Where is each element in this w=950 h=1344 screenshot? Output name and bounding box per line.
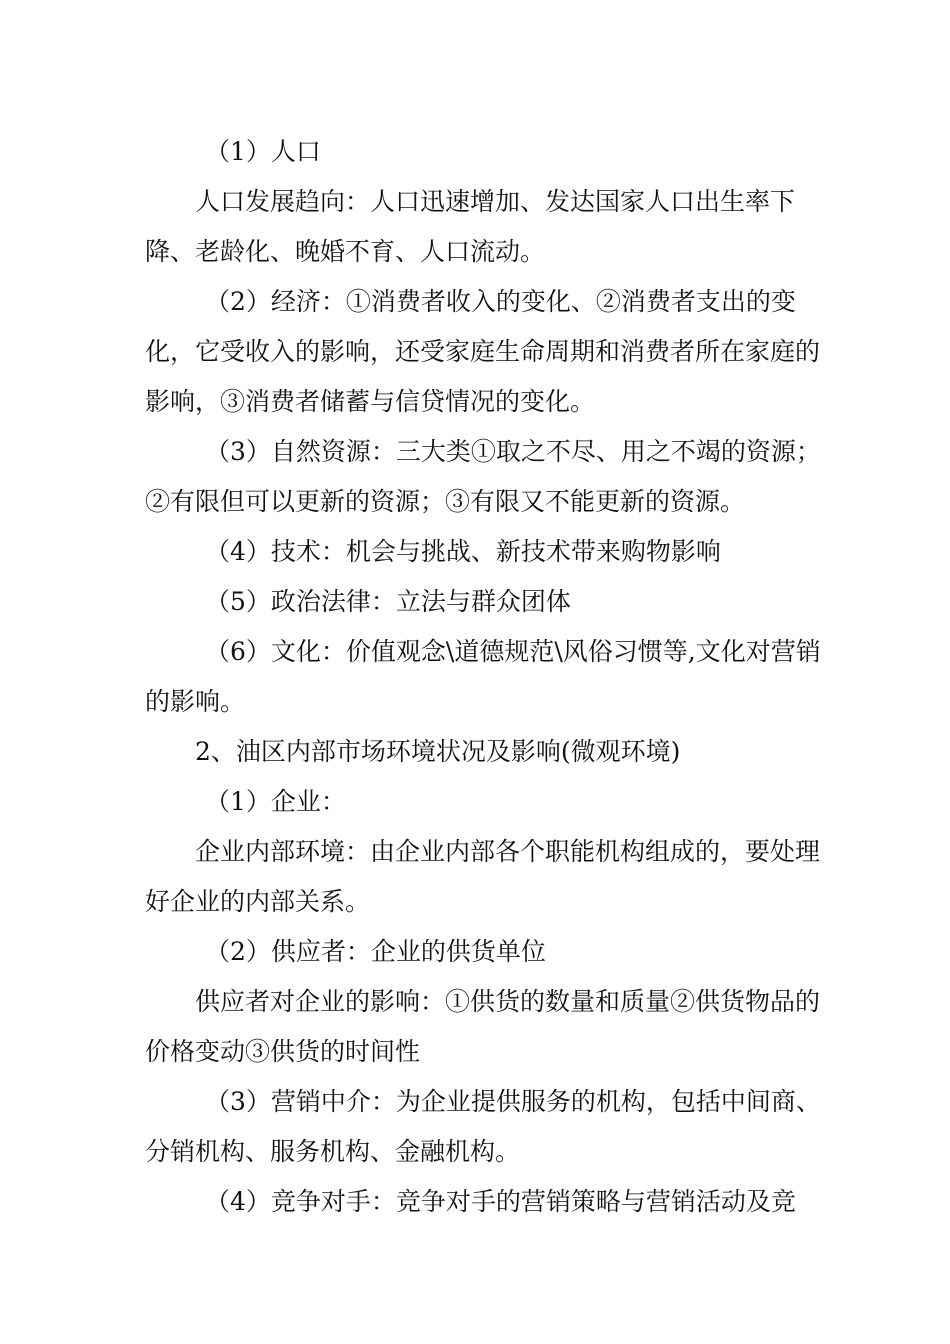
paragraph-enterprise-heading: （1）企业：: [205, 787, 346, 816]
paragraph-technology: （4）技术：机会与挑战、新技术带来购物影响: [205, 537, 721, 566]
paragraph-economy: （2）经济：①消费者收入的变化、②消费者支出的变化，它受收入的影响，还受家庭生命周期和消费者所在家庭的影响，③消费者储蓄与信贷情况的变化。: [145, 287, 821, 416]
paragraph-culture: （6）文化：价值观念\道德规范\风俗习惯等,文化对营销的影响。: [145, 637, 821, 716]
paragraph-population-trend: 人口发展趋向：人口迅速增加、发达国家人口出生率下降、老龄化、晚婚不育、人口流动。: [145, 187, 796, 266]
paragraph-marketing-intermediary: （3）营销中介：为企业提供服务的机构，包括中间商、分销机构、服务机构、金融机构。: [145, 1087, 821, 1166]
paragraph-politics-law: （5）政治法律：立法与群众团体: [205, 587, 571, 616]
paragraph-competitors: （4）竞争对手：竞争对手的营销策略与营销活动及竞: [205, 1187, 796, 1216]
paragraph-natural-resources: （3）自然资源：三大类①取之不尽、用之不竭的资源；②有限但可以更新的资源；③有限又不能更新的资源。: [145, 437, 821, 516]
paragraph-section-heading-micro: 2、油区内部市场环境状况及影响(微观环境): [195, 737, 681, 766]
paragraph-supplier-heading: （2）供应者：企业的供货单位: [205, 937, 546, 966]
document-body: [145, 127, 825, 1227]
paragraph-population-heading: （1）人口: [205, 137, 321, 166]
paragraph-supplier-influence: 供应者对企业的影响：①供货的数量和质量②供货物品的价格变动③供货的时间性: [145, 987, 821, 1066]
paragraph-enterprise-internal: 企业内部环境：由企业内部各个职能机构组成的，要处理好企业的内部关系。: [145, 837, 821, 916]
